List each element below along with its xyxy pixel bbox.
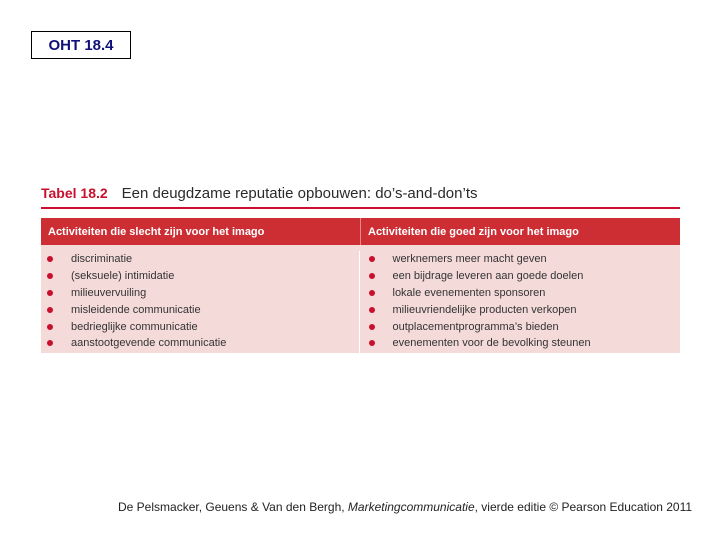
list-item-label: werknemers meer macht geven xyxy=(392,253,547,266)
list-item xyxy=(47,285,359,302)
bullet-icon xyxy=(47,340,53,346)
list-item xyxy=(369,285,681,302)
bullet-icon xyxy=(369,256,375,262)
citation-edition: , vierde editie © Pearson Education 2011 xyxy=(474,500,693,514)
list-item-label: milieuvervuiling xyxy=(71,286,147,299)
citation-authors: De Pelsmacker, Geuens & Van den Bergh, xyxy=(118,500,348,514)
bullet-icon xyxy=(47,273,53,279)
list-item-label: bedrieglijke communicatie xyxy=(71,320,198,333)
table-number: Tabel 18.2 xyxy=(41,185,108,201)
list-item xyxy=(369,301,681,318)
table-caption xyxy=(41,185,477,207)
bullet-icon xyxy=(47,324,53,330)
list-item-label: aanstootgevende communicatie xyxy=(71,337,227,350)
list-item-label: discriminatie xyxy=(71,253,133,266)
list-item xyxy=(369,335,681,352)
bullet-icon xyxy=(47,256,53,262)
list-item xyxy=(47,335,359,352)
bad-activities-list xyxy=(41,251,359,353)
bullet-icon xyxy=(369,340,375,346)
bullet-icon xyxy=(369,290,375,296)
list-item xyxy=(369,251,681,268)
list-item xyxy=(47,318,359,335)
list-item-label: misleidende communicatie xyxy=(71,303,201,316)
header-bad-activities: Activiteiten die slecht zijn voor het imago xyxy=(48,225,265,238)
list-item-label: evenementen voor de bevolking steunen xyxy=(392,337,591,350)
bullet-icon xyxy=(47,307,53,313)
caption-divider xyxy=(41,207,680,209)
list-item xyxy=(369,268,681,285)
list-item-label: outplacementprogramma’s bieden xyxy=(392,320,559,333)
bullet-icon xyxy=(369,324,375,330)
list-item xyxy=(47,268,359,285)
list-item xyxy=(47,301,359,318)
slide-label: OHT 18.4 xyxy=(31,31,131,59)
citation-book-title: Marketingcommunicatie xyxy=(347,500,475,514)
list-item xyxy=(47,251,359,268)
list-item-label: (seksuele) intimidatie xyxy=(71,270,175,283)
source-citation xyxy=(118,500,698,514)
bullet-icon xyxy=(369,273,375,279)
good-activities-list xyxy=(359,251,681,353)
header-good-activities: Activiteiten die goed zijn voor het imago xyxy=(360,218,680,245)
bullet-icon xyxy=(369,307,375,313)
bullet-icon xyxy=(47,290,53,296)
list-item-label: een bijdrage leveren aan goede doelen xyxy=(392,270,584,283)
reputation-table xyxy=(41,218,680,353)
list-item-label: milieuvriendelijke producten verkopen xyxy=(392,303,577,316)
table-body-row xyxy=(41,245,680,353)
list-item-label: lokale evenementen sponsoren xyxy=(392,286,546,299)
table-title: Een deugdzame reputatie opbouwen: do’s-and-don’ts xyxy=(121,185,478,202)
table-header-row xyxy=(41,218,680,245)
list-item xyxy=(369,318,681,335)
